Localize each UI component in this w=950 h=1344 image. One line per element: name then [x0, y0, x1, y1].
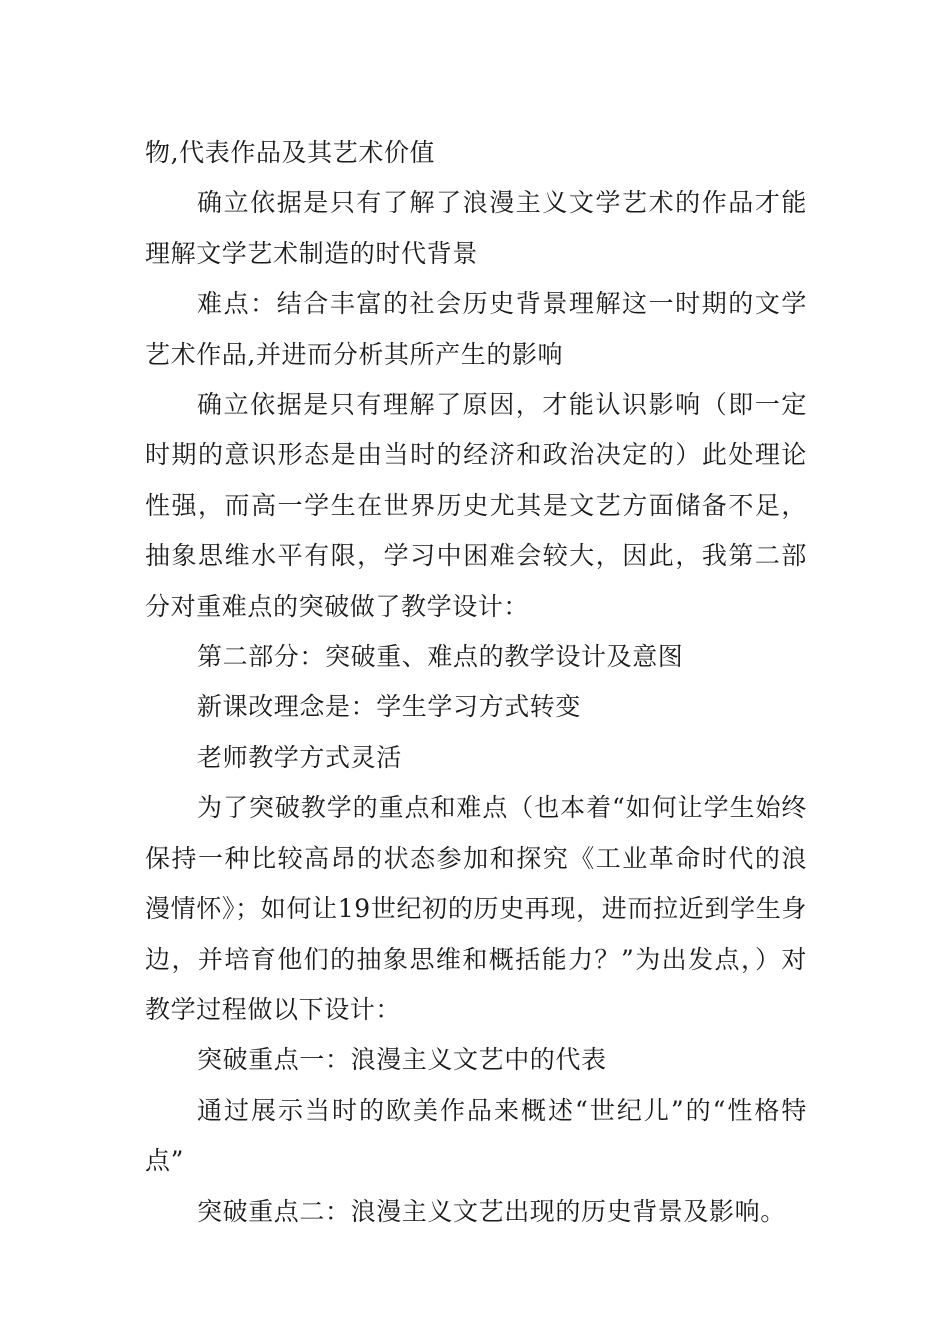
- document-body: [145, 128, 807, 1237]
- paragraph-teaching-method: 老师教学方式灵活: [197, 742, 402, 772]
- paragraph-key-point-one-detail: 通过展示当时的欧美作品来概述“世纪儿”的“性格特点”: [145, 1095, 807, 1176]
- paragraph-reform-concept: 新课改理念是：学生学习方式转变: [197, 692, 582, 722]
- paragraph-difficulty: 难点：结合丰富的社会历史背景理解这一时期的文学艺术作品,并进而分析其所产生的影响: [145, 289, 807, 369]
- paragraph-basis-key-point: 确立依据是只有了解了浪漫主义文学艺术的作品才能理解文学艺术制造的时代背景: [145, 188, 807, 268]
- paragraph-key-point-one: 突破重点一：浪漫主义文艺中的代表: [197, 1045, 607, 1075]
- paragraph-part-two-heading: 第二部分：突破重、难点的教学设计及意图: [197, 642, 684, 672]
- paragraph-basis-difficulty: 确立依据是只有理解了原因，才能认识影响（即一定时期的意识形态是由当时的经济和政治决定的）此处理论性强，而高一学生在世界历史尤其是文艺方面储备不足，抽象思维水平有限，学习中困难会较大，因此，我第二部分对重难点的突破做了教学设计：: [145, 390, 807, 621]
- paragraph-continuation: 物,代表作品及其艺术价值: [145, 138, 436, 167]
- paragraph-key-point-two: 突破重点二：浪漫主义文艺出现的历史背景及影响。: [197, 1196, 786, 1226]
- paragraph-design-purpose: 为了突破教学的重点和难点（也本着“如何让学生始终保持一种比较高昂的状态参加和探究《工业革命时代的浪漫情怀》；如何让19世纪初的历史再现，进而拉近到学生身边，并培育他们的抽象思维和概括能力？”为出发点，）对教学过程做以下设计：: [145, 793, 807, 1024]
